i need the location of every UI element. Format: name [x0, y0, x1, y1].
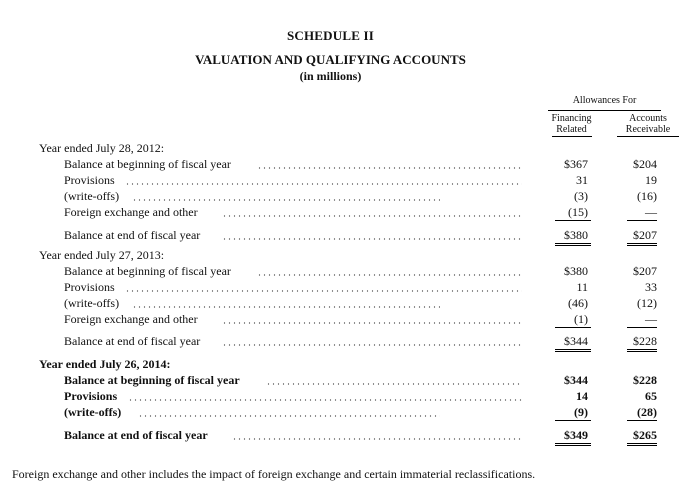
value-accounts-receivable: — [645, 205, 657, 219]
value-accounts-receivable: $207 [633, 228, 657, 242]
value-financing-related: $367 [564, 157, 588, 171]
table-row [0, 264, 661, 280]
dot-leader [232, 430, 522, 442]
dot-leader [125, 175, 522, 187]
value-financing-related: $344 [564, 334, 588, 348]
value-financing-related: 11 [576, 280, 588, 294]
row-label: Foreign exchange and other [64, 312, 198, 326]
row-label: (write-offs) [64, 296, 120, 310]
row-label: Balance at end of fiscal year [64, 228, 201, 242]
row-label: (write-offs) [64, 405, 122, 419]
allowances-group-rule [548, 110, 661, 111]
column-header-line: Receivable [625, 124, 671, 135]
value-accounts-receivable: $265 [633, 428, 657, 442]
dot-leader [222, 207, 522, 219]
row-label: (write-offs) [64, 189, 120, 203]
subtotal-rule [555, 327, 591, 328]
subtotal-rule [555, 420, 591, 421]
subtotal-rule [627, 420, 657, 421]
dot-leader [222, 230, 522, 242]
dot-leader [257, 266, 522, 278]
total-double-rule [555, 349, 591, 352]
dot-leader [266, 375, 522, 387]
row-label: Provisions [64, 280, 115, 294]
value-accounts-receivable: (12) [637, 296, 657, 310]
value-accounts-receivable: $204 [633, 157, 657, 171]
value-financing-related: (15) [568, 205, 588, 219]
value-accounts-receivable: (16) [637, 189, 657, 203]
value-financing-related: $344 [564, 373, 588, 387]
column-header-accounts-receivable [617, 113, 671, 137]
table-row [0, 334, 661, 350]
table-row [0, 157, 661, 173]
column-header-line: Related [556, 124, 587, 135]
row-label: Balance at end of fiscal year [64, 428, 208, 442]
value-financing-related: 31 [576, 173, 588, 187]
value-accounts-receivable: (28) [637, 405, 657, 419]
row-label: Balance at beginning of fiscal year [64, 157, 231, 171]
subtotal-rule [627, 327, 657, 328]
value-accounts-receivable: 65 [645, 389, 657, 403]
subtotal-rule [627, 220, 657, 221]
table-row [0, 173, 661, 189]
table-row [0, 428, 661, 444]
table-row [0, 312, 661, 328]
row-label: Provisions [64, 389, 118, 403]
value-financing-related: (3) [574, 189, 588, 203]
dot-leader [132, 191, 440, 203]
section-heading: Year ended July 28, 2012: [39, 141, 165, 155]
total-double-rule [555, 443, 591, 446]
value-financing-related: (46) [568, 296, 588, 310]
value-accounts-receivable: 33 [645, 280, 657, 294]
table-row [0, 296, 661, 312]
dot-leader [222, 336, 522, 348]
total-double-rule [627, 443, 657, 446]
table-row [0, 373, 661, 389]
value-financing-related: (9) [574, 405, 588, 419]
table-row [0, 205, 661, 221]
value-accounts-receivable: 19 [645, 173, 657, 187]
value-accounts-receivable: $228 [633, 373, 657, 387]
value-financing-related: 14 [576, 389, 588, 403]
row-label: Balance at end of fiscal year [64, 334, 201, 348]
footnote: Foreign exchange and other includes the impact of foreign exchange and certain immaterial reclassifications. [12, 467, 536, 481]
dot-leader [138, 407, 440, 419]
dot-leader [125, 282, 522, 294]
dot-leader [222, 314, 522, 326]
table-row [0, 405, 661, 421]
total-double-rule [627, 349, 657, 352]
column-header-line: Accounts [629, 113, 667, 124]
total-double-rule [627, 243, 657, 246]
value-accounts-receivable: $228 [633, 334, 657, 348]
table-row [0, 228, 661, 244]
section-heading: Year ended July 27, 2013: [39, 248, 165, 262]
row-label: Balance at beginning of fiscal year [64, 264, 231, 278]
allowances-group-header: Allowances For [572, 95, 637, 106]
column-header-line: Financing [551, 113, 592, 124]
table-row [0, 280, 661, 296]
row-label: Provisions [64, 173, 115, 187]
column-header-financing-related [548, 113, 595, 137]
schedule-subtitle: VALUATION AND QUALIFYING ACCOUNTS [195, 52, 466, 67]
dot-leader [132, 298, 440, 310]
total-double-rule [555, 243, 591, 246]
row-label: Balance at beginning of fiscal year [64, 373, 240, 387]
table-row [0, 189, 661, 205]
value-financing-related: (1) [574, 312, 588, 326]
value-accounts-receivable: $207 [633, 264, 657, 278]
row-label: Foreign exchange and other [64, 205, 198, 219]
value-financing-related: $380 [564, 228, 588, 242]
dot-leader [257, 159, 522, 171]
schedule-title: SCHEDULE II [286, 28, 375, 43]
subtotal-rule [555, 220, 591, 221]
dot-leader [128, 391, 522, 403]
units-note: (in millions) [299, 69, 362, 83]
table-row [0, 389, 661, 405]
value-accounts-receivable: — [645, 312, 657, 326]
section-heading: Year ended July 26, 2014: [39, 357, 171, 371]
value-financing-related: $349 [564, 428, 588, 442]
value-financing-related: $380 [564, 264, 588, 278]
